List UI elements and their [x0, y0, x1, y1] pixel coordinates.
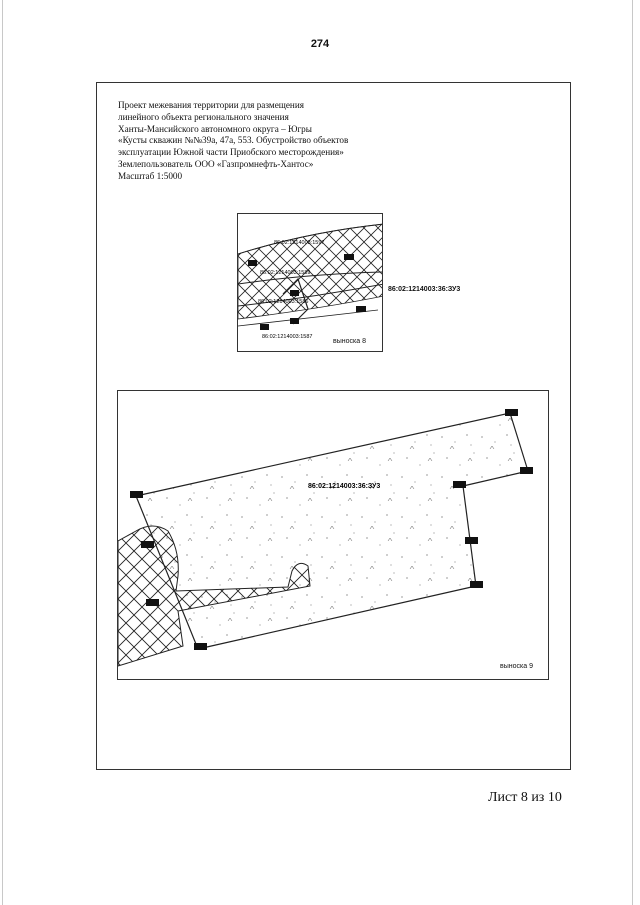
point-marker [248, 260, 257, 266]
callout-9-drawing [118, 391, 549, 680]
point-marker [194, 643, 207, 650]
point-marker [141, 541, 154, 548]
parcel-label-outside: 86:02:1214003:36:ЗУ3 [388, 286, 461, 293]
title-line-5: эксплуатации Южной части Приобского месторождения» [118, 147, 344, 158]
scan-edge-right [632, 0, 633, 905]
point-marker [260, 324, 269, 330]
point-marker [520, 467, 533, 474]
point-marker [290, 290, 299, 296]
point-marker [290, 318, 299, 324]
callout-9-map [117, 390, 549, 680]
page-number: 274 [310, 38, 330, 50]
sheet-number: Лист 8 из 10 [488, 790, 562, 805]
callout-8-label: выноска 8 [333, 338, 366, 345]
point-marker [356, 306, 366, 312]
parcel-label: 86:02:1214003:1586 [258, 299, 309, 305]
callout-8-map [237, 213, 383, 352]
scale-line: Масштаб 1:5000 [118, 170, 183, 181]
parcel-label: 86:02:1214003:36:ЗУ3 [308, 483, 381, 490]
parcel-label: 86:02:1214003:1587 [262, 334, 313, 340]
point-marker [505, 409, 518, 416]
callout-9-label: выноска 9 [500, 663, 533, 670]
point-marker [453, 481, 466, 488]
title-line-2: линейного объекта регионального значения [118, 111, 289, 122]
parcel-label: 86:02:1214003:1597 [274, 240, 325, 246]
parcel-polygon [136, 413, 528, 649]
parcel-label: 86:02:1214003:1589 [260, 270, 311, 276]
title-line-6: Землепользователь ООО «Газпромнефть-Хантос» [118, 158, 314, 169]
point-marker [470, 581, 483, 588]
title-line-1: Проект межевания территории для размещения [118, 100, 304, 110]
point-marker [146, 599, 159, 606]
drawing-title-block [118, 100, 418, 183]
callout-8-drawing [238, 214, 383, 352]
scan-edge-left [2, 0, 3, 905]
point-marker [130, 491, 143, 498]
point-marker [344, 254, 354, 260]
point-marker [465, 537, 478, 544]
title-line-4: «Кусты скважин №№39а, 47а, 553. Обустройство объектов [118, 135, 349, 146]
title-line-3: Ханты-Мансийского автономного округа – Югры [118, 123, 312, 134]
